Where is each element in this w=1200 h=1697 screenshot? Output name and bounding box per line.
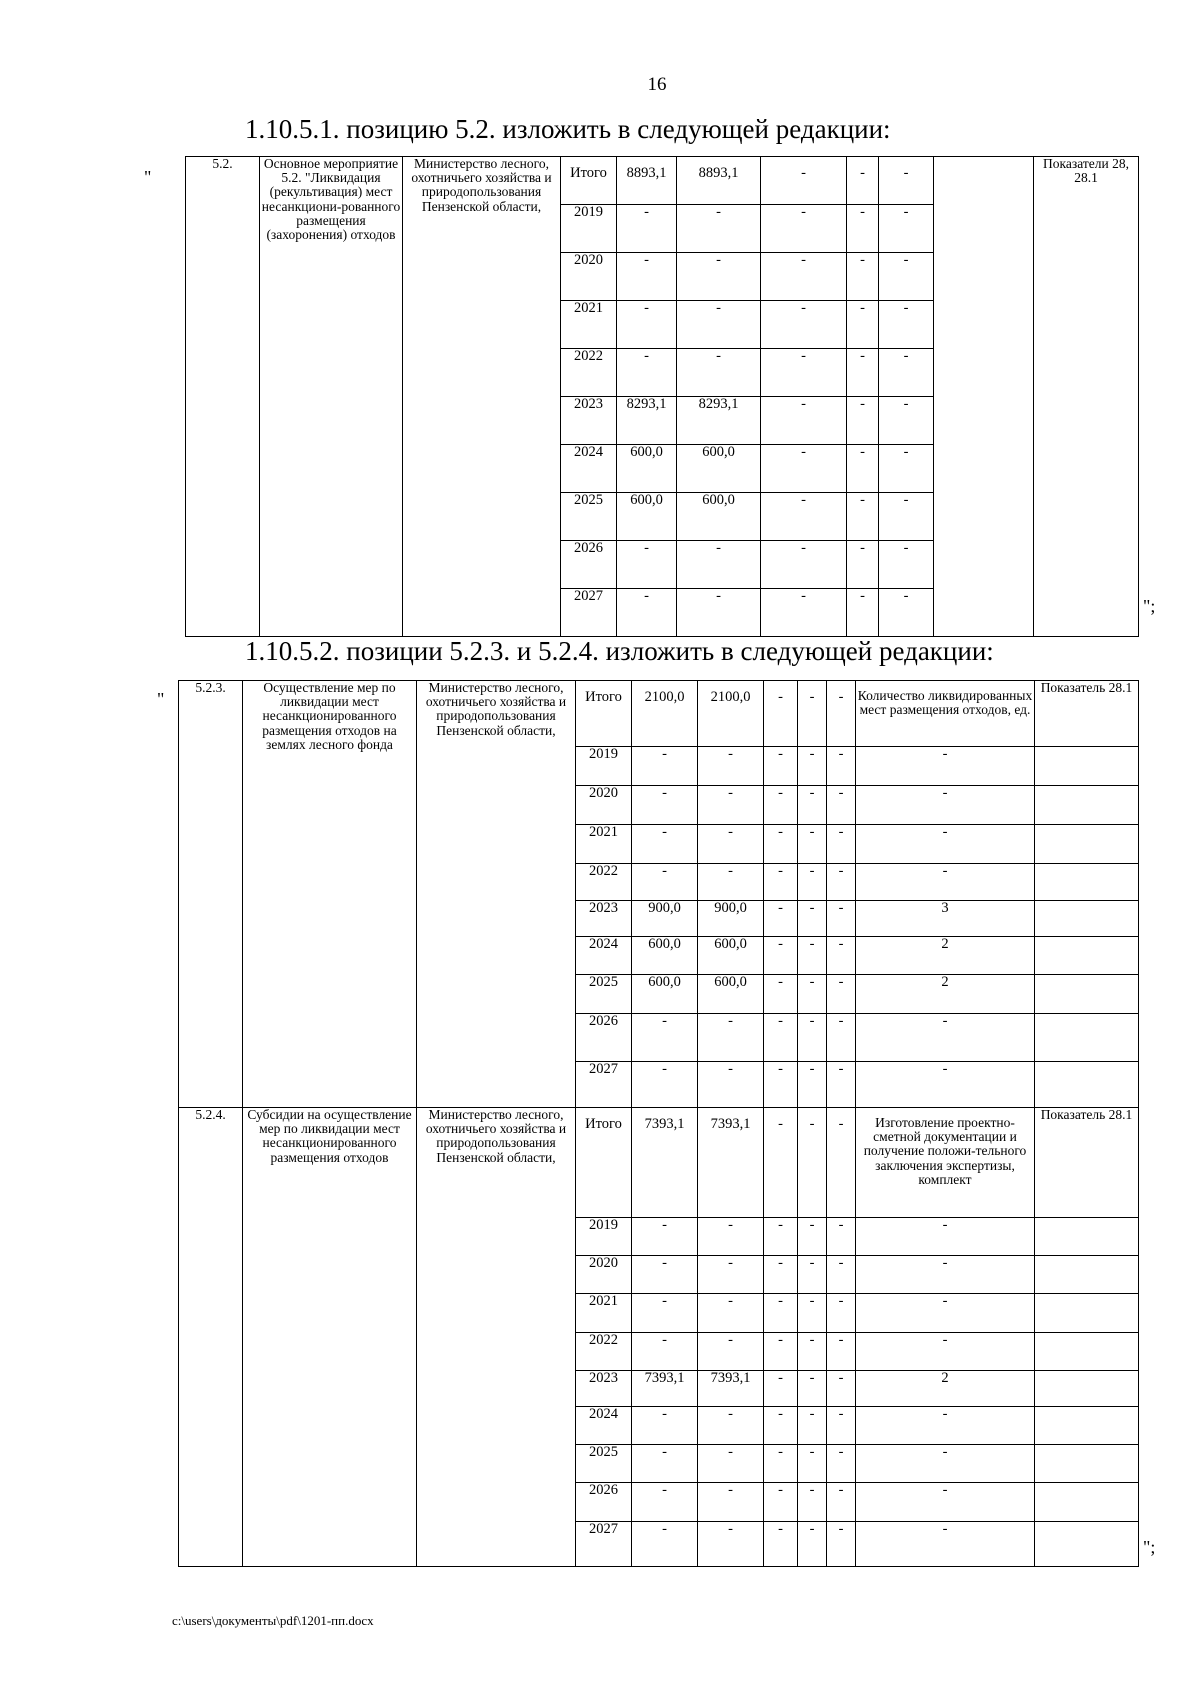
year-cell: 2025 (576, 975, 632, 1014)
value-cell: - (827, 1522, 856, 1567)
regional-cell: - (698, 1333, 764, 1371)
indicator-empty-cell (1035, 1218, 1139, 1256)
result-cell: - (856, 1294, 1035, 1333)
value-cell: - (847, 157, 879, 205)
value-cell: - (827, 825, 856, 864)
row-number: 5.2. (186, 157, 260, 637)
result-cell: - (856, 1483, 1035, 1522)
result-cell: - (856, 864, 1035, 901)
indicator-empty-cell (1035, 1522, 1139, 1567)
value-cell: - (764, 1522, 798, 1567)
regional-cell: - (698, 825, 764, 864)
value-cell: - (761, 589, 847, 637)
year-cell: 2019 (576, 747, 632, 786)
indicator-empty-cell (1035, 747, 1139, 786)
year-cell: 2023 (561, 397, 617, 445)
value-cell: - (798, 1062, 827, 1108)
indicator-empty-cell (1035, 1014, 1139, 1062)
regional-cell: - (698, 1445, 764, 1483)
total-cell: - (617, 589, 677, 637)
row-number: 5.2.3. (179, 681, 243, 1108)
value-cell: - (847, 253, 879, 301)
total-cell: 600,0 (632, 975, 698, 1014)
result-cell: - (856, 1062, 1035, 1108)
value-cell: - (827, 1256, 856, 1294)
regional-cell: 900,0 (698, 901, 764, 937)
indicator-empty-cell (1035, 901, 1139, 937)
total-cell: - (617, 349, 677, 397)
value-cell: - (764, 1218, 798, 1256)
year-cell: 2026 (561, 541, 617, 589)
value-cell: - (827, 1371, 856, 1407)
row-indicator: Показатель 28.1 (1035, 681, 1139, 747)
regional-cell: 8293,1 (677, 397, 761, 445)
regional-cell: - (698, 786, 764, 825)
value-cell: - (798, 1218, 827, 1256)
year-cell: 2024 (561, 445, 617, 493)
value-cell: - (798, 864, 827, 901)
total-cell: - (632, 1445, 698, 1483)
total-cell: 600,0 (617, 493, 677, 541)
value-cell: - (827, 1333, 856, 1371)
indicator-empty-cell (1035, 1445, 1139, 1483)
value-cell: - (827, 1483, 856, 1522)
total-cell: - (632, 1014, 698, 1062)
year-cell: 2027 (576, 1522, 632, 1567)
year-cell: 2027 (561, 589, 617, 637)
year-cell: 2026 (576, 1014, 632, 1062)
regional-cell: 600,0 (677, 493, 761, 541)
value-cell: - (761, 205, 847, 253)
regional-cell: 7393,1 (698, 1108, 764, 1218)
value-cell: - (761, 301, 847, 349)
year-cell: 2023 (576, 1371, 632, 1407)
row-number: 5.2.4. (179, 1108, 243, 1567)
total-cell: 7393,1 (632, 1371, 698, 1407)
row-responsible: Министерство лесного, охотничьего хозяйства и природопользования Пензенской области, (403, 157, 561, 637)
value-cell: - (764, 681, 798, 747)
value-cell: - (847, 301, 879, 349)
value-cell: - (798, 1294, 827, 1333)
year-cell: 2022 (561, 349, 617, 397)
result-cell: - (856, 786, 1035, 825)
year-cell: Итого (576, 681, 632, 747)
value-cell: - (879, 157, 934, 205)
result-cell: - (856, 1445, 1035, 1483)
value-cell: - (761, 445, 847, 493)
total-cell: 600,0 (617, 445, 677, 493)
value-cell: - (827, 1445, 856, 1483)
value-cell: - (798, 825, 827, 864)
value-cell: - (764, 1371, 798, 1407)
year-cell: 2021 (561, 301, 617, 349)
indicator-empty-cell (1035, 1333, 1139, 1371)
value-cell: - (827, 1062, 856, 1108)
total-cell: - (632, 1218, 698, 1256)
value-cell: - (798, 937, 827, 975)
indicator-empty-cell (1035, 937, 1139, 975)
value-cell: - (764, 747, 798, 786)
total-cell: - (617, 205, 677, 253)
section-2-heading: 1.10.5.2. позиции 5.2.3. и 5.2.4. изложить в следующей редакции: (245, 636, 994, 666)
result-cell: - (856, 1407, 1035, 1445)
value-cell: - (847, 349, 879, 397)
regional-cell: - (698, 1014, 764, 1062)
value-cell: - (879, 589, 934, 637)
value-cell: - (879, 541, 934, 589)
total-cell: - (632, 1483, 698, 1522)
value-cell: - (827, 786, 856, 825)
value-cell: - (827, 681, 856, 747)
year-cell: 2023 (576, 901, 632, 937)
value-cell: - (761, 541, 847, 589)
value-cell: - (827, 1218, 856, 1256)
regional-cell: 8893,1 (677, 157, 761, 205)
total-cell: - (632, 1062, 698, 1108)
indicator-empty-cell (1035, 864, 1139, 901)
value-cell: - (827, 937, 856, 975)
value-cell: - (764, 1407, 798, 1445)
result-cell: - (856, 1333, 1035, 1371)
value-cell: - (764, 901, 798, 937)
regional-cell: - (677, 349, 761, 397)
value-cell: - (798, 1522, 827, 1567)
value-cell: - (879, 349, 934, 397)
regional-cell: 600,0 (698, 975, 764, 1014)
total-cell: - (617, 541, 677, 589)
section-1-table-body (186, 157, 1139, 637)
year-cell: 2024 (576, 1407, 632, 1445)
total-cell: - (632, 1256, 698, 1294)
value-cell: - (798, 1256, 827, 1294)
year-cell: 2027 (576, 1062, 632, 1108)
total-cell: 2100,0 (632, 681, 698, 747)
value-cell: - (798, 1483, 827, 1522)
result-cell (934, 157, 1034, 637)
total-cell: - (632, 747, 698, 786)
regional-cell: - (698, 1522, 764, 1567)
result-cell: 2 (856, 975, 1035, 1014)
value-cell: - (764, 1483, 798, 1522)
value-cell: - (761, 157, 847, 205)
value-cell: - (798, 786, 827, 825)
value-cell: - (798, 1014, 827, 1062)
value-cell: - (764, 1256, 798, 1294)
value-cell: - (764, 1333, 798, 1371)
value-cell: - (764, 1294, 798, 1333)
value-cell: - (764, 1108, 798, 1218)
value-cell: - (879, 205, 934, 253)
value-cell: - (879, 493, 934, 541)
value-cell: - (879, 445, 934, 493)
result-cell: 3 (856, 901, 1035, 937)
indicator-empty-cell (1035, 825, 1139, 864)
total-cell: - (632, 864, 698, 901)
value-cell: - (847, 397, 879, 445)
indicator-empty-cell (1035, 1407, 1139, 1445)
total-cell: - (617, 301, 677, 349)
indicator-empty-cell (1035, 1294, 1139, 1333)
indicator-empty-cell (1035, 786, 1139, 825)
year-cell: 2026 (576, 1483, 632, 1522)
regional-cell: - (698, 1218, 764, 1256)
row-responsible: Министерство лесного, охотничьего хозяйства и природопользования Пензенской области, (417, 681, 576, 1108)
total-cell: 600,0 (632, 937, 698, 975)
value-cell: - (798, 1108, 827, 1218)
value-cell: - (827, 864, 856, 901)
section-1-open-quote: " (144, 167, 152, 187)
result-cell: - (856, 1014, 1035, 1062)
regional-cell: - (677, 253, 761, 301)
regional-cell: - (677, 541, 761, 589)
year-cell: 2021 (576, 1294, 632, 1333)
value-cell: - (798, 1371, 827, 1407)
section-2-table-body (179, 681, 1139, 1567)
value-cell: - (764, 825, 798, 864)
value-cell: - (879, 397, 934, 445)
regional-cell: - (698, 1062, 764, 1108)
regional-cell: 2100,0 (698, 681, 764, 747)
row-description: Осуществление мер по ликвидации мест несанкционированного размещения отходов на землях лесного фонда (243, 681, 417, 1108)
section-2-table (178, 680, 1139, 1567)
value-cell: - (827, 975, 856, 1014)
result-cell: - (856, 825, 1035, 864)
section-1-table (185, 156, 1139, 637)
value-cell: - (798, 747, 827, 786)
total-cell: - (617, 253, 677, 301)
regional-cell: - (677, 301, 761, 349)
value-cell: - (764, 1014, 798, 1062)
section-1-close-quote: "; (1143, 596, 1156, 616)
value-cell: - (764, 864, 798, 901)
regional-cell: - (698, 1407, 764, 1445)
total-cell: - (632, 1522, 698, 1567)
year-cell: 2020 (561, 253, 617, 301)
indicator-empty-cell (1035, 1062, 1139, 1108)
value-cell: - (798, 1333, 827, 1371)
value-cell: - (827, 1294, 856, 1333)
result-cell: - (856, 1522, 1035, 1567)
total-cell: 8293,1 (617, 397, 677, 445)
value-cell: - (764, 975, 798, 1014)
total-cell: - (632, 825, 698, 864)
regional-cell: 600,0 (698, 937, 764, 975)
value-cell: - (761, 493, 847, 541)
value-cell: - (764, 1062, 798, 1108)
value-cell: - (761, 397, 847, 445)
total-cell: - (632, 786, 698, 825)
value-cell: - (761, 253, 847, 301)
result-cell: - (856, 747, 1035, 786)
total-cell: 7393,1 (632, 1108, 698, 1218)
value-cell: - (798, 681, 827, 747)
value-cell: - (761, 349, 847, 397)
year-cell: Итого (576, 1108, 632, 1218)
value-cell: - (847, 445, 879, 493)
year-cell: 2022 (576, 864, 632, 901)
footer-file-path: c:\users\документы\pdf\1201-пп.docx (172, 1613, 374, 1628)
year-cell: 2020 (576, 1256, 632, 1294)
value-cell: - (764, 937, 798, 975)
row-indicator: Показатели 28, 28.1 (1034, 157, 1139, 637)
indicator-empty-cell (1035, 1256, 1139, 1294)
value-cell: - (798, 1445, 827, 1483)
section-2-close-quote: "; (1143, 1537, 1156, 1557)
row-description: Субсидии на осуществление мер по ликвидации мест несанкционированного размещения отходов (243, 1108, 417, 1567)
row-responsible: Министерство лесного, охотничьего хозяйства и природопользования Пензенской области, (417, 1108, 576, 1567)
value-cell: - (764, 786, 798, 825)
indicator-empty-cell (1035, 1371, 1139, 1407)
result-cell: 2 (856, 937, 1035, 975)
result-cell: 2 (856, 1371, 1035, 1407)
value-cell: - (827, 1108, 856, 1218)
value-cell: - (827, 747, 856, 786)
value-cell: - (879, 301, 934, 349)
result-cell: - (856, 1218, 1035, 1256)
total-cell: - (632, 1407, 698, 1445)
regional-cell: - (698, 864, 764, 901)
value-cell: - (879, 253, 934, 301)
value-cell: - (798, 901, 827, 937)
year-cell: 2025 (576, 1445, 632, 1483)
regional-cell: 600,0 (677, 445, 761, 493)
row-indicator: Показатель 28.1 (1035, 1108, 1139, 1218)
value-cell: - (827, 1407, 856, 1445)
row-description: Основное мероприятие 5.2. "Ликвидация (рекультивация) мест несанкциони-рованного размещения (захоронения) отходов (260, 157, 403, 637)
value-cell: - (847, 541, 879, 589)
result-cell: - (856, 1256, 1035, 1294)
year-cell: 2019 (576, 1218, 632, 1256)
value-cell: - (798, 975, 827, 1014)
regional-cell: - (698, 1256, 764, 1294)
total-cell: 900,0 (632, 901, 698, 937)
regional-cell: - (677, 205, 761, 253)
regional-cell: - (698, 1483, 764, 1522)
indicator-empty-cell (1035, 975, 1139, 1014)
year-cell: 2019 (561, 205, 617, 253)
regional-cell: - (698, 747, 764, 786)
year-cell: 2025 (561, 493, 617, 541)
total-cell: 8893,1 (617, 157, 677, 205)
total-cell: - (632, 1294, 698, 1333)
value-cell: - (764, 1445, 798, 1483)
year-cell: 2021 (576, 825, 632, 864)
section-1-heading: 1.10.5.1. позицию 5.2. изложить в следующей редакции: (245, 114, 891, 144)
regional-cell: - (677, 589, 761, 637)
indicator-empty-cell (1035, 1483, 1139, 1522)
section-2-open-quote: " (157, 689, 165, 709)
page-number: 16 (647, 74, 667, 95)
year-cell: 2020 (576, 786, 632, 825)
total-cell: - (632, 1333, 698, 1371)
value-cell: - (827, 1014, 856, 1062)
regional-cell: - (698, 1294, 764, 1333)
value-cell: - (847, 205, 879, 253)
result-cell: Количество ликвидированных мест размещения отходов, ед. (856, 681, 1035, 747)
value-cell: - (847, 589, 879, 637)
year-cell: 2024 (576, 937, 632, 975)
year-cell: 2022 (576, 1333, 632, 1371)
regional-cell: 7393,1 (698, 1371, 764, 1407)
value-cell: - (827, 901, 856, 937)
value-cell: - (798, 1407, 827, 1445)
value-cell: - (847, 493, 879, 541)
year-cell: Итого (561, 157, 617, 205)
result-cell: Изготовление проектно-сметной документации и получение положи-тельного заключения экспертизы, комплект (856, 1108, 1035, 1218)
